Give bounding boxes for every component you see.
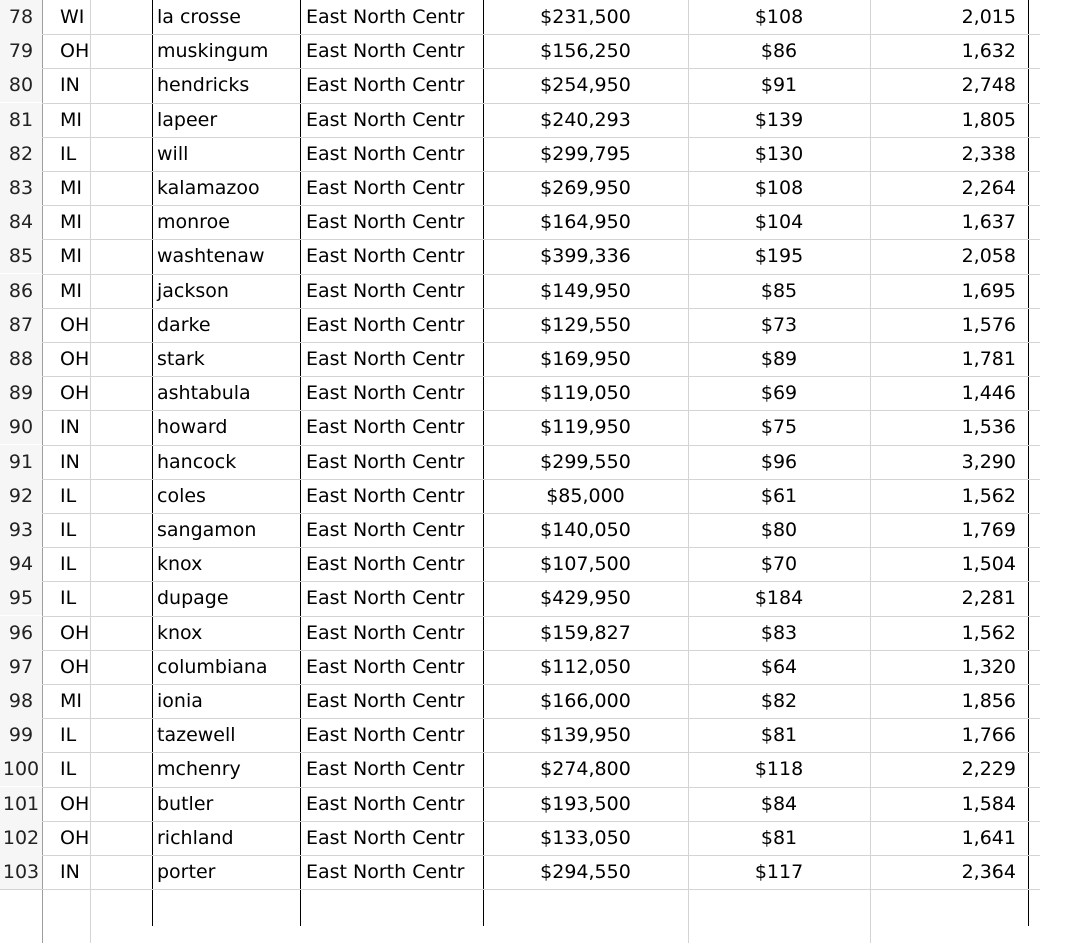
- cell-price-per-sqft[interactable]: $81: [760, 724, 798, 747]
- table-row: [0, 34, 1040, 68]
- cell-square-feet[interactable]: 1,562: [961, 621, 1016, 644]
- row-number[interactable]: 89: [0, 376, 42, 410]
- row-number[interactable]: 84: [0, 205, 42, 239]
- cell-state[interactable]: OH: [60, 348, 90, 370]
- cell-state[interactable]: OH: [60, 40, 90, 63]
- row-number[interactable]: 97: [0, 650, 42, 684]
- cell-median-price[interactable]: $399,336: [540, 245, 631, 268]
- row-number[interactable]: 100: [0, 752, 42, 786]
- cell-state[interactable]: OH: [60, 792, 90, 815]
- cell-county[interactable]: kalamazoo: [157, 177, 260, 199]
- row-number[interactable]: 87: [0, 308, 42, 342]
- cell-region[interactable]: East North Centr: [306, 587, 465, 610]
- cell-price-per-sqft[interactable]: $73: [760, 313, 798, 336]
- cell-median-price[interactable]: $139,950: [540, 724, 631, 747]
- row-number[interactable]: 90: [0, 410, 42, 444]
- cell-state[interactable]: MI: [60, 245, 82, 268]
- cell-price-per-sqft[interactable]: $69: [760, 382, 798, 405]
- cell-region[interactable]: East North Centr: [306, 6, 465, 28]
- cell-county[interactable]: ashtabula: [157, 382, 251, 405]
- cell-state[interactable]: IL: [60, 724, 77, 747]
- cell-median-price[interactable]: $112,050: [540, 655, 631, 678]
- cell-state[interactable]: OH: [60, 382, 90, 405]
- cell-median-price[interactable]: $119,950: [540, 416, 631, 439]
- cell-median-price[interactable]: $149,950: [540, 279, 631, 302]
- cell-price-per-sqft[interactable]: $184: [754, 587, 804, 610]
- cell-region[interactable]: East North Centr: [306, 382, 465, 405]
- cell-median-price[interactable]: $133,050: [540, 826, 631, 849]
- table-row: [0, 274, 1040, 308]
- row-gridline: [0, 889, 1040, 890]
- row-number[interactable]: 96: [0, 616, 42, 650]
- cell-state[interactable]: OH: [60, 621, 90, 644]
- cell-median-price[interactable]: $193,500: [540, 792, 631, 815]
- cell-region[interactable]: East North Centr: [306, 792, 465, 815]
- row-number[interactable]: 80: [0, 68, 42, 102]
- cell-price-per-sqft[interactable]: $70: [760, 553, 798, 576]
- cell-median-price[interactable]: $274,800: [540, 758, 631, 781]
- cell-county[interactable]: darke: [157, 313, 211, 336]
- cell-median-price[interactable]: $299,795: [540, 142, 631, 165]
- cell-median-price[interactable]: $254,950: [540, 74, 631, 97]
- cell-county[interactable]: ionia: [157, 690, 203, 712]
- table-row: [0, 137, 1040, 171]
- cell-square-feet[interactable]: 1,576: [961, 313, 1016, 336]
- cell-county[interactable]: stark: [157, 348, 205, 370]
- cell-price-per-sqft[interactable]: $96: [760, 450, 798, 473]
- table-row: [0, 445, 1040, 479]
- cell-county[interactable]: knox: [157, 621, 203, 644]
- cell-county[interactable]: porter: [157, 861, 216, 883]
- table-row: [0, 650, 1040, 684]
- cell-region[interactable]: East North Centr: [306, 724, 465, 747]
- cell-region[interactable]: East North Centr: [306, 758, 465, 781]
- table-row: [0, 718, 1040, 752]
- cell-price-per-sqft[interactable]: $89: [760, 348, 798, 370]
- cell-region[interactable]: East North Centr: [306, 313, 465, 336]
- cell-county[interactable]: la crosse: [157, 6, 241, 28]
- row-number[interactable]: 102: [0, 821, 42, 855]
- cell-state[interactable]: MI: [60, 108, 82, 131]
- cell-state[interactable]: IL: [60, 758, 77, 781]
- cell-state[interactable]: IL: [60, 553, 77, 576]
- cell-state[interactable]: OH: [60, 313, 90, 336]
- cell-state[interactable]: MI: [60, 211, 82, 234]
- cell-median-price[interactable]: $269,950: [540, 177, 631, 199]
- cell-state[interactable]: OH: [60, 826, 90, 849]
- cell-region[interactable]: East North Centr: [306, 861, 465, 883]
- cell-price-per-sqft[interactable]: $91: [760, 74, 798, 97]
- cell-square-feet[interactable]: 2,338: [961, 142, 1016, 165]
- cell-square-feet[interactable]: 1,632: [961, 40, 1016, 63]
- cell-price-per-sqft[interactable]: $130: [754, 142, 804, 165]
- cell-square-feet[interactable]: 1,781: [961, 348, 1016, 370]
- cell-price-per-sqft[interactable]: $139: [754, 108, 804, 131]
- table-row: [0, 684, 1040, 718]
- table-row: [0, 821, 1040, 855]
- cell-region[interactable]: East North Centr: [306, 40, 465, 63]
- cell-state[interactable]: IN: [60, 450, 80, 473]
- cell-region[interactable]: East North Centr: [306, 74, 465, 97]
- table-row: [0, 376, 1040, 410]
- table-row: [0, 752, 1040, 786]
- cell-state[interactable]: IN: [60, 74, 80, 97]
- table-row: [0, 103, 1040, 137]
- cell-state[interactable]: IN: [60, 416, 80, 439]
- table-row: [0, 479, 1040, 513]
- table-row: [0, 0, 1040, 34]
- row-number[interactable]: 92: [0, 479, 42, 513]
- cell-state[interactable]: IL: [60, 484, 77, 507]
- cell-region[interactable]: East North Centr: [306, 416, 465, 439]
- cell-county[interactable]: muskingum: [157, 40, 269, 63]
- cell-region[interactable]: East North Centr: [306, 553, 465, 576]
- cell-region[interactable]: East North Centr: [306, 690, 465, 712]
- cell-region[interactable]: East North Centr: [306, 108, 465, 131]
- row-number[interactable]: 81: [0, 103, 42, 137]
- cell-median-price[interactable]: $129,550: [540, 313, 631, 336]
- cell-region[interactable]: East North Centr: [306, 279, 465, 302]
- cell-state[interactable]: IL: [60, 142, 77, 165]
- cell-county[interactable]: will: [157, 142, 189, 165]
- row-number[interactable]: 91: [0, 445, 42, 479]
- cell-price-per-sqft[interactable]: $80: [760, 519, 798, 541]
- cell-county[interactable]: sangamon: [157, 519, 257, 541]
- cell-state[interactable]: IL: [60, 587, 77, 610]
- table-row: [0, 581, 1040, 615]
- cell-region[interactable]: East North Centr: [306, 177, 465, 199]
- table-row: [0, 205, 1040, 239]
- cell-square-feet[interactable]: 1,766: [961, 724, 1016, 747]
- cell-median-price[interactable]: $164,950: [540, 211, 631, 234]
- cell-county[interactable]: mchenry: [157, 758, 241, 781]
- row-number[interactable]: 83: [0, 171, 42, 205]
- table-row: [0, 616, 1040, 650]
- cell-county[interactable]: richland: [157, 826, 234, 849]
- row-number[interactable]: 98: [0, 684, 42, 718]
- cell-region[interactable]: East North Centr: [306, 621, 465, 644]
- cell-state[interactable]: MI: [60, 279, 82, 302]
- cell-county[interactable]: hancock: [157, 450, 237, 473]
- cell-median-price[interactable]: $156,250: [540, 40, 631, 63]
- cell-median-price[interactable]: $169,950: [540, 348, 631, 370]
- row-number[interactable]: 78: [0, 0, 42, 34]
- cell-county[interactable]: tazewell: [157, 724, 236, 747]
- cell-region[interactable]: East North Centr: [306, 142, 465, 165]
- cell-price-per-sqft[interactable]: $83: [760, 621, 798, 644]
- cell-square-feet[interactable]: 1,641: [961, 826, 1016, 849]
- cell-county[interactable]: jackson: [157, 279, 229, 302]
- table-row: [0, 239, 1040, 273]
- cell-median-price[interactable]: $240,293: [540, 108, 631, 131]
- cell-region[interactable]: East North Centr: [306, 655, 465, 678]
- table-row: [0, 513, 1040, 547]
- cell-square-feet[interactable]: 1,695: [961, 279, 1016, 302]
- table-row: [0, 787, 1040, 821]
- cell-price-per-sqft[interactable]: $85: [760, 279, 798, 302]
- cell-state[interactable]: IN: [60, 861, 80, 883]
- cell-price-per-sqft[interactable]: $84: [760, 792, 798, 815]
- cell-state[interactable]: IL: [60, 519, 77, 541]
- cell-square-feet[interactable]: 1,856: [961, 690, 1016, 712]
- cell-square-feet[interactable]: 2,229: [961, 758, 1016, 781]
- cell-median-price[interactable]: $231,500: [540, 6, 631, 28]
- table-row: [0, 68, 1040, 102]
- cell-square-feet[interactable]: 1,562: [961, 484, 1016, 507]
- cell-square-feet[interactable]: 2,364: [961, 861, 1016, 883]
- cell-square-feet[interactable]: 1,504: [961, 553, 1016, 576]
- cell-median-price[interactable]: $294,550: [540, 861, 631, 883]
- cell-price-per-sqft[interactable]: $75: [760, 416, 798, 439]
- cell-square-feet[interactable]: 2,748: [961, 74, 1016, 97]
- cell-square-feet[interactable]: 1,536: [961, 416, 1016, 439]
- cell-square-feet[interactable]: 2,058: [961, 245, 1016, 268]
- cell-region[interactable]: East North Centr: [306, 348, 465, 370]
- cell-price-per-sqft[interactable]: $104: [754, 211, 804, 234]
- cell-price-per-sqft[interactable]: $82: [760, 690, 798, 712]
- cell-square-feet[interactable]: 1,584: [961, 792, 1016, 815]
- row-number[interactable]: 88: [0, 342, 42, 376]
- cell-price-per-sqft[interactable]: $81: [760, 826, 798, 849]
- cell-square-feet[interactable]: 3,290: [961, 450, 1016, 473]
- cell-state[interactable]: MI: [60, 177, 82, 199]
- cell-square-feet[interactable]: 2,264: [961, 177, 1016, 199]
- cell-square-feet[interactable]: 1,769: [961, 519, 1016, 541]
- cell-median-price[interactable]: $140,050: [540, 519, 631, 541]
- cell-region[interactable]: East North Centr: [306, 211, 465, 234]
- cell-state[interactable]: OH: [60, 655, 90, 678]
- row-number[interactable]: 79: [0, 34, 42, 68]
- cell-median-price[interactable]: $107,500: [540, 553, 631, 576]
- cell-price-per-sqft[interactable]: $117: [754, 861, 804, 883]
- cell-square-feet[interactable]: 1,805: [961, 108, 1016, 131]
- cell-price-per-sqft[interactable]: $86: [760, 40, 798, 63]
- cell-county[interactable]: howard: [157, 416, 228, 439]
- row-number[interactable]: 85: [0, 239, 42, 273]
- cell-region[interactable]: East North Centr: [306, 519, 465, 541]
- cell-square-feet[interactable]: 1,446: [961, 382, 1016, 405]
- row-number[interactable]: 86: [0, 274, 42, 308]
- cell-median-price[interactable]: $429,950: [540, 587, 631, 610]
- cell-square-feet[interactable]: 1,637: [961, 211, 1016, 234]
- row-number[interactable]: 101: [0, 787, 42, 821]
- row-number[interactable]: 95: [0, 581, 42, 615]
- cell-price-per-sqft[interactable]: $61: [760, 484, 798, 507]
- table-row: [0, 410, 1040, 444]
- cell-square-feet[interactable]: 1,320: [961, 655, 1016, 678]
- cell-price-per-sqft[interactable]: $108: [754, 177, 804, 199]
- cell-median-price[interactable]: $159,827: [540, 621, 631, 644]
- cell-county[interactable]: lapeer: [157, 108, 218, 131]
- cell-county[interactable]: butler: [157, 792, 214, 815]
- cell-region[interactable]: East North Centr: [306, 450, 465, 473]
- table-row: [0, 547, 1040, 581]
- cell-state[interactable]: WI: [60, 6, 85, 28]
- cell-price-per-sqft[interactable]: $195: [754, 245, 804, 268]
- cell-square-feet[interactable]: 2,015: [961, 6, 1016, 28]
- cell-county[interactable]: columbiana: [157, 655, 268, 678]
- table-row: [0, 171, 1040, 205]
- table-row: [0, 855, 1040, 889]
- cell-median-price[interactable]: $119,050: [540, 382, 631, 405]
- cell-square-feet[interactable]: 2,281: [961, 587, 1016, 610]
- cell-county[interactable]: coles: [157, 484, 206, 507]
- cell-price-per-sqft[interactable]: $64: [760, 655, 798, 678]
- row-number[interactable]: 93: [0, 513, 42, 547]
- cell-county[interactable]: dupage: [157, 587, 229, 610]
- table-row: [0, 342, 1040, 376]
- row-number[interactable]: 99: [0, 718, 42, 752]
- cell-county[interactable]: washtenaw: [157, 245, 265, 268]
- cell-state[interactable]: MI: [60, 690, 82, 712]
- cell-county[interactable]: monroe: [157, 211, 230, 234]
- cell-region[interactable]: East North Centr: [306, 484, 465, 507]
- cell-county[interactable]: knox: [157, 553, 203, 576]
- cell-price-per-sqft[interactable]: $108: [754, 6, 804, 28]
- cell-median-price[interactable]: $166,000: [540, 690, 631, 712]
- cell-median-price[interactable]: $85,000: [546, 484, 625, 507]
- cell-county[interactable]: hendricks: [157, 74, 250, 97]
- row-number[interactable]: 94: [0, 547, 42, 581]
- row-number[interactable]: 82: [0, 137, 42, 171]
- table-row: [0, 308, 1040, 342]
- cell-region[interactable]: East North Centr: [306, 826, 465, 849]
- cell-price-per-sqft[interactable]: $118: [754, 758, 804, 781]
- cell-median-price[interactable]: $299,550: [540, 450, 631, 473]
- cell-region[interactable]: East North Centr: [306, 245, 465, 268]
- row-number[interactable]: 103: [0, 855, 42, 889]
